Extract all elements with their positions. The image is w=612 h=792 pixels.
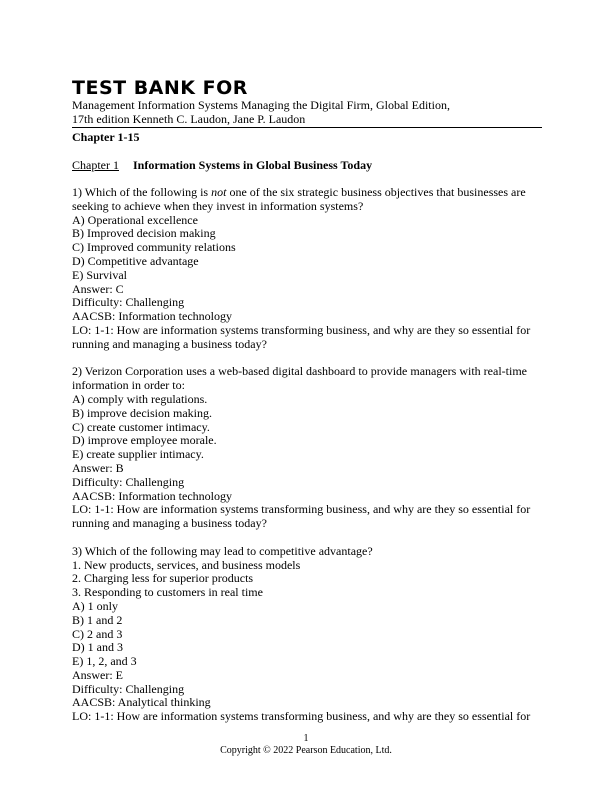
question-2-option-a: A) comply with regulations. [72, 391, 208, 406]
question-1-option-c: C) Improved community relations [72, 240, 236, 255]
question-2-answer: Answer: B [72, 460, 124, 475]
header-divider [72, 127, 542, 128]
chapter-number: Chapter 1 [72, 158, 119, 172]
question-3-option-e: E) 1, 2, and 3 [72, 654, 137, 669]
question-1-stem-emphasis: not [211, 185, 227, 199]
chapter-heading [72, 158, 542, 172]
question-2-aacsb: AACSB: Information technology [72, 488, 232, 503]
question-3-option-a: A) 1 only [72, 598, 118, 613]
question-3-option-b: B) 1 and 2 [72, 612, 123, 627]
question-1-option-b: B) Improved decision making [72, 226, 216, 241]
question-3-lo-line-1: LO: 1-1: How are information systems transforming business, and why are they so essential for [72, 709, 531, 724]
book-title-line-1: Management Information Systems Managing the Digital Firm, Global Edition, [72, 98, 450, 112]
question-2-lo-line-1: LO: 1-1: How are information systems transforming business, and why are they so essential for [72, 502, 531, 517]
question-1-aacsb: AACSB: Information technology [72, 309, 232, 324]
question-3-item-3: 3. Responding to customers in real time [72, 585, 263, 600]
question-2-option-d: D) improve employee morale. [72, 433, 217, 448]
question-1-answer: Answer: C [72, 281, 124, 296]
book-title-line-2: 17th edition Kenneth C. Laudon, Jane P. Laudon [72, 112, 306, 126]
question-2-stem-line-1: 2) Verizon Corporation uses a web-based digital dashboard to provide managers with real-time [72, 364, 527, 379]
question-3-item-1: 1. New products, services, and business models [72, 557, 301, 572]
document-page [72, 78, 542, 738]
question-2-option-e: E) create supplier intimacy. [72, 447, 204, 462]
question-1-difficulty: Difficulty: Challenging [72, 295, 185, 310]
question-1-stem-suffix: one of the six strategic business objectives that businesses are [226, 185, 526, 199]
question-1-lo-line-2: running and managing a business today? [72, 336, 267, 351]
question-2-difficulty: Difficulty: Challenging [72, 474, 185, 489]
question-2-option-c: C) create customer intimacy. [72, 419, 210, 434]
question-2-stem-line-2: information in order to: [72, 378, 185, 393]
copyright-notice: Copyright © 2022 Pearson Education, Ltd. [220, 745, 392, 756]
question-1-option-d: D) Competitive advantage [72, 253, 199, 268]
question-2-lo-line-2: running and managing a business today? [72, 516, 267, 531]
page-number: 1 [303, 733, 309, 744]
chapter-range: Chapter 1-15 [72, 130, 140, 144]
question-3-option-c: C) 2 and 3 [72, 626, 123, 641]
question-1-stem-line-2: seeking to achieve when they invest in information systems? [72, 198, 364, 213]
question-1-stem [72, 186, 542, 200]
question-3 [72, 545, 542, 724]
question-3-stem: 3) Which of the following may lead to competitive advantage? [72, 543, 373, 558]
question-3-option-d: D) 1 and 3 [72, 640, 123, 655]
question-3-difficulty: Difficulty: Challenging [72, 681, 185, 696]
question-1-stem-prefix: 1) Which of the following is [72, 185, 212, 199]
question-2 [72, 365, 542, 531]
question-3-answer: Answer: E [72, 667, 123, 682]
question-2-option-b: B) improve decision making. [72, 405, 212, 420]
question-3-aacsb: AACSB: Analytical thinking [72, 695, 211, 710]
question-3-item-2: 2. Charging less for superior products [72, 571, 254, 586]
document-title: TEST BANK FOR [72, 77, 248, 99]
question-1-lo-line-1: LO: 1-1: How are information systems transforming business, and why are they so essential for [72, 322, 531, 337]
question-1-option-e: E) Survival [72, 267, 127, 282]
question-1 [72, 186, 542, 352]
chapter-title: Information Systems in Global Business Today [133, 158, 373, 172]
question-1-option-a: A) Operational excellence [72, 212, 198, 227]
